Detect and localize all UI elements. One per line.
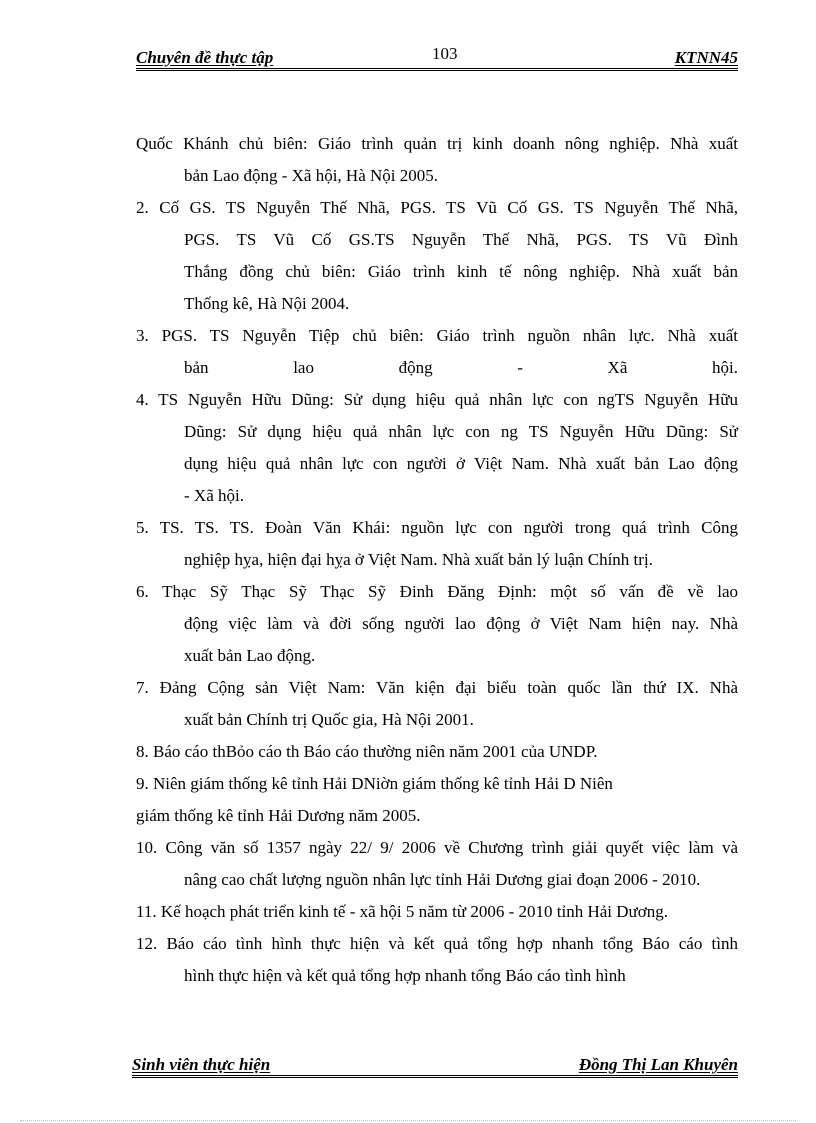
reference-line: nghiệp hỵa, hiện đại hỵa ở Việt Nam. Nhà xuất bản lý luận Chính trị. bbox=[184, 550, 653, 569]
reference-line: động việc làm và đời sống người lao động ở Việt Nam hiện nay. Nhà bbox=[184, 614, 738, 633]
reference-item bbox=[136, 672, 738, 736]
reference-line: Dũng: Sử dụng hiệu quả nhân lực con ng TS Nguyễn Hữu Dũng: Sử bbox=[184, 422, 738, 441]
page-edge-divider bbox=[20, 1120, 796, 1121]
reference-item bbox=[136, 832, 738, 896]
reference-line: PGS. TS Vũ Cố GS.TS Nguyễn Thế Nhã, PGS. TS Vũ Đình bbox=[184, 230, 738, 249]
footer-label: Sinh viên thực hiện bbox=[132, 1055, 271, 1074]
reference-line: 11. Kế hoạch phát triển kinh tế - xã hội 5 năm từ 2006 - 2010 tỉnh Hải Dương. bbox=[136, 902, 668, 921]
reference-line: xuất bản Lao động. bbox=[184, 646, 316, 665]
reference-line: bản lao động - Xã hội. bbox=[184, 358, 738, 377]
reference-item bbox=[136, 896, 738, 928]
header-rule bbox=[136, 68, 738, 71]
reference-line: 4. TS Nguyễn Hữu Dũng: Sử dụng hiệu quả nhân lực con ngTS Nguyễn Hữu bbox=[136, 390, 738, 409]
reference-line: 6. Thạc Sỹ Thạc Sỹ Thạc Sỹ Đinh Đăng Định: một số vấn đề về lao bbox=[136, 582, 738, 601]
reference-line: bản Lao động - Xã hội, Hà Nội 2005. bbox=[184, 166, 439, 185]
reference-line: nâng cao chất lượng nguồn nhân lực tỉnh Hải Dương giai đoạn 2006 - 2010. bbox=[184, 870, 701, 889]
reference-line: 3. PGS. TS Nguyễn Tiệp chủ biên: Giáo trình nguồn nhân lực. Nhà xuất bbox=[136, 326, 738, 345]
reference-line: hình thực hiện và kết quả tổng hợp nhanh tổng Báo cáo tình hình bbox=[184, 966, 626, 985]
header-code: KTNN45 bbox=[674, 48, 738, 67]
reference-line: 8. Báo cáo thBỏo cáo th Báo cáo thường niên năm 2001 của UNDP. bbox=[136, 742, 598, 761]
reference-line: 9. Niên giám thống kê tỉnh Hải DNiờn giám thống kê tỉnh Hải D Niên bbox=[136, 774, 613, 793]
reference-line: Thống kê, Hà Nội 2004. bbox=[184, 294, 350, 313]
reference-line: xuất bản Chính trị Quốc gia, Hà Nội 2001. bbox=[184, 710, 474, 729]
reference-line: 10. Công văn số 1357 ngày 22/ 9/ 2006 về Chương trình giải quyết việc làm và bbox=[136, 838, 738, 857]
reference-line: 2. Cố GS. TS Nguyễn Thế Nhã, PGS. TS Vũ Cố GS. TS Nguyễn Thế Nhã, bbox=[136, 198, 738, 217]
reference-line: Thắng đồng chủ biên: Giáo trình kinh tế nông nghiệp. Nhà xuất bản bbox=[184, 262, 738, 281]
reference-item bbox=[136, 192, 738, 320]
footer-author: Đồng Thị Lan Khuyên bbox=[578, 1055, 738, 1074]
reference-line: - Xã hội. bbox=[184, 486, 244, 505]
reference-line: 12. Báo cáo tình hình thực hiện và kết quả tổng hợp nhanh tổng Báo cáo tình bbox=[136, 934, 738, 953]
reference-item bbox=[136, 768, 738, 832]
footer-rule bbox=[132, 1075, 738, 1078]
reference-line: dụng hiệu quả nhân lực con người ở Việt Nam. Nhà xuất bản Lao động bbox=[184, 454, 738, 473]
reference-item bbox=[136, 928, 738, 992]
reference-item bbox=[136, 384, 738, 512]
reference-item bbox=[136, 576, 738, 672]
reference-line: giám thống kê tỉnh Hải Dương năm 2005. bbox=[136, 806, 421, 825]
reference-line: 5. TS. TS. TS. Đoàn Văn Khái: nguồn lực con người trong quá trình Công bbox=[136, 518, 738, 537]
page-number: 103 bbox=[432, 44, 458, 63]
reference-line: 7. Đảng Cộng sản Việt Nam: Văn kiện đại biểu toàn quốc lần thứ IX. Nhà bbox=[136, 678, 738, 697]
reference-item bbox=[136, 736, 738, 768]
reference-item bbox=[136, 512, 738, 576]
reference-list bbox=[136, 128, 738, 992]
reference-item bbox=[136, 128, 738, 192]
header-title: Chuyên đề thực tập bbox=[136, 48, 274, 67]
reference-item bbox=[136, 320, 738, 384]
reference-line: Quốc Khánh chủ biên: Giáo trình quản trị kinh doanh nông nghiệp. Nhà xuất bbox=[136, 134, 738, 153]
